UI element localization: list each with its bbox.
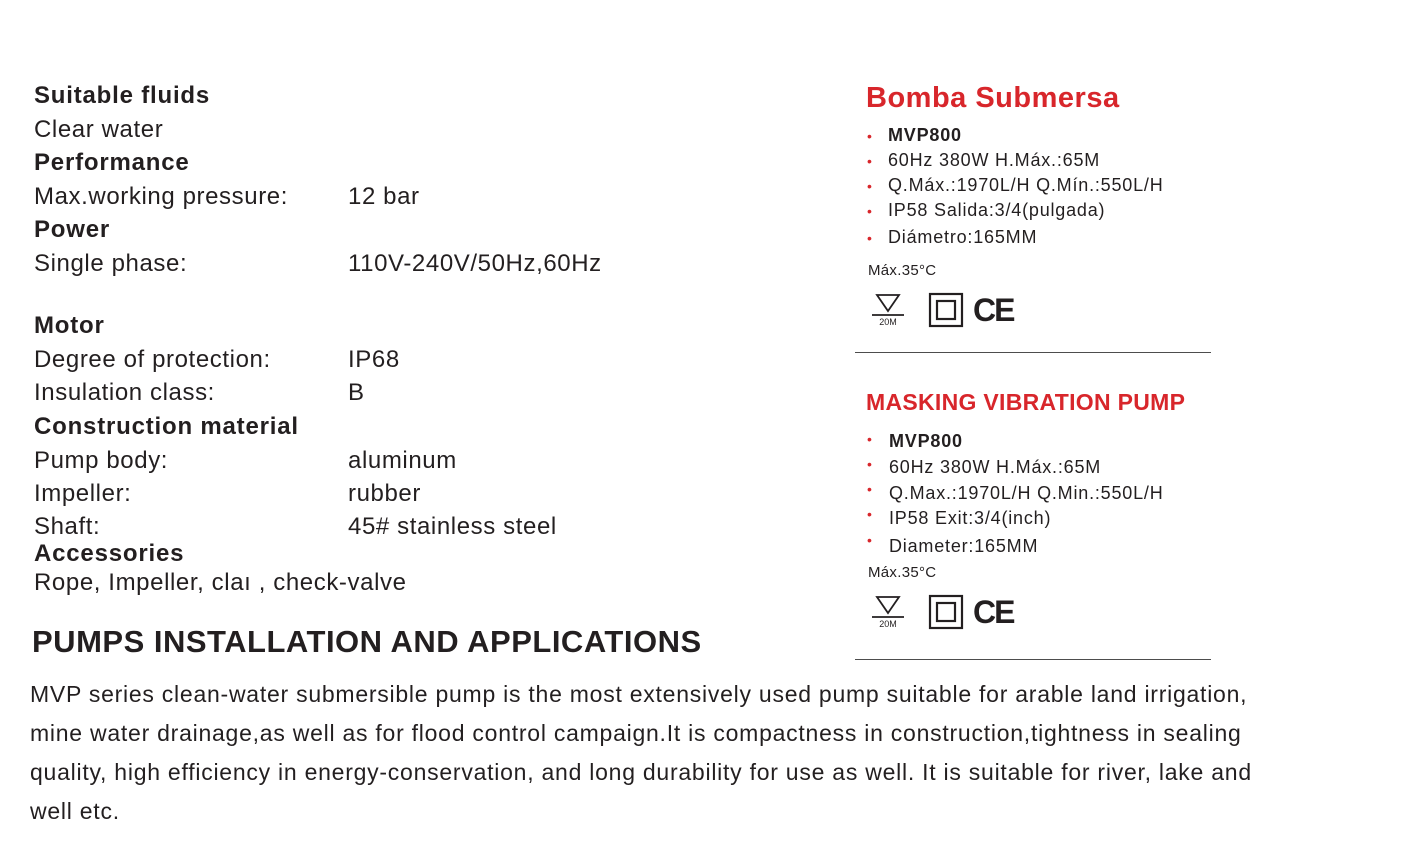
installation-line: quality, high efficiency in energy-conservation, and long durability for use as well. It is suitable for river, lake and xyxy=(30,759,1252,785)
label-es-model: MVP800 xyxy=(888,125,962,145)
spec-label-shaft: Shaft: xyxy=(34,513,101,540)
bullet-icon: • xyxy=(867,532,872,548)
depth-mark-text: 20M xyxy=(879,317,897,327)
spec-value-insulation: B xyxy=(348,379,365,406)
installation-line: mine water drainage,as well as for flood control campaign.It is compactness in construction,tightness in sealing xyxy=(30,720,1242,746)
label-en-max-temp: Máx.35°C xyxy=(868,564,937,581)
ce-mark-icon: CE xyxy=(973,291,1014,328)
spec-header-fluids: Suitable fluids xyxy=(34,82,211,109)
label-es-item: Diámetro:165MM xyxy=(888,227,1038,247)
spec-value-pump-body: aluminum xyxy=(348,447,457,474)
spec-header-power: Power xyxy=(34,216,111,243)
spec-header-performance: Performance xyxy=(34,149,190,176)
spec-value-phase: 110V-240V/50Hz,60Hz xyxy=(348,250,602,277)
bullet-icon: • xyxy=(867,230,872,246)
label-en-certifications xyxy=(868,592,1013,632)
bullet-icon: • xyxy=(867,153,872,169)
spec-header-accessories: Accessories xyxy=(34,540,185,567)
bullet-icon: • xyxy=(867,128,872,144)
label-en-item: IP58 Exit:3/4(inch) xyxy=(889,508,1052,528)
installation-title: PUMPS INSTALLATION AND APPLICATIONS xyxy=(32,624,702,659)
installation-line: MVP series clean-water submersible pump is the most extensively used pump suitable for arable land irrigation, xyxy=(30,681,1248,707)
double-insulation-icon xyxy=(928,594,964,630)
bullet-icon: • xyxy=(867,431,872,447)
submersion-depth-icon xyxy=(868,290,908,330)
bullet-icon: • xyxy=(867,203,872,219)
spec-label-protection: Degree of protection: xyxy=(34,346,271,373)
spec-header-motor: Motor xyxy=(34,312,105,339)
installation-line: well etc. xyxy=(30,798,120,824)
label-en-item: 60Hz 380W H.Máx.:65M xyxy=(889,457,1102,477)
double-insulation-icon xyxy=(928,292,964,328)
label-es-item: Q.Máx.:1970L/H Q.Mín.:550L/H xyxy=(888,175,1164,195)
label-es-certifications xyxy=(868,290,1013,330)
bullet-icon: • xyxy=(867,178,872,194)
label-en-title: MASKING VIBRATION PUMP xyxy=(866,389,1186,415)
spec-value-protection: IP68 xyxy=(348,346,400,373)
submersion-depth-icon xyxy=(868,592,908,632)
label-en-item: Q.Max.:1970L/H Q.Min.:550L/H xyxy=(889,483,1164,503)
bullet-icon: • xyxy=(867,456,872,472)
spec-value-accessories: Rope, Impeller, claı , check-valve xyxy=(34,569,407,596)
spec-label-insulation: Insulation class: xyxy=(34,379,215,406)
spec-label-phase: Single phase: xyxy=(34,250,188,277)
spec-value-fluids: Clear water xyxy=(34,116,164,143)
divider xyxy=(855,659,1211,660)
spec-label-pump-body: Pump body: xyxy=(34,447,169,474)
label-es-item: 60Hz 380W H.Máx.:65M xyxy=(888,150,1101,170)
spec-label-impeller: Impeller: xyxy=(34,480,132,507)
label-es-title: Bomba Submersa xyxy=(866,82,1120,114)
label-es-max-temp: Máx.35°C xyxy=(868,262,937,279)
label-es-item: IP58 Salida:3/4(pulgada) xyxy=(888,200,1106,220)
label-en-model: MVP800 xyxy=(889,431,963,451)
bullet-icon: • xyxy=(867,481,872,497)
bullet-icon: • xyxy=(867,506,872,522)
divider xyxy=(855,352,1211,353)
depth-mark-text: 20M xyxy=(879,619,897,629)
label-en-item: Diameter:165MM xyxy=(889,536,1039,556)
spec-header-construction: Construction material xyxy=(34,413,299,440)
spec-value-impeller: rubber xyxy=(348,480,421,507)
spec-value-shaft: 45# stainless steel xyxy=(348,513,557,540)
spec-value-pressure: 12 bar xyxy=(348,183,420,210)
spec-label-pressure: Max.working pressure: xyxy=(34,183,289,210)
ce-mark-icon: CE xyxy=(973,593,1014,630)
